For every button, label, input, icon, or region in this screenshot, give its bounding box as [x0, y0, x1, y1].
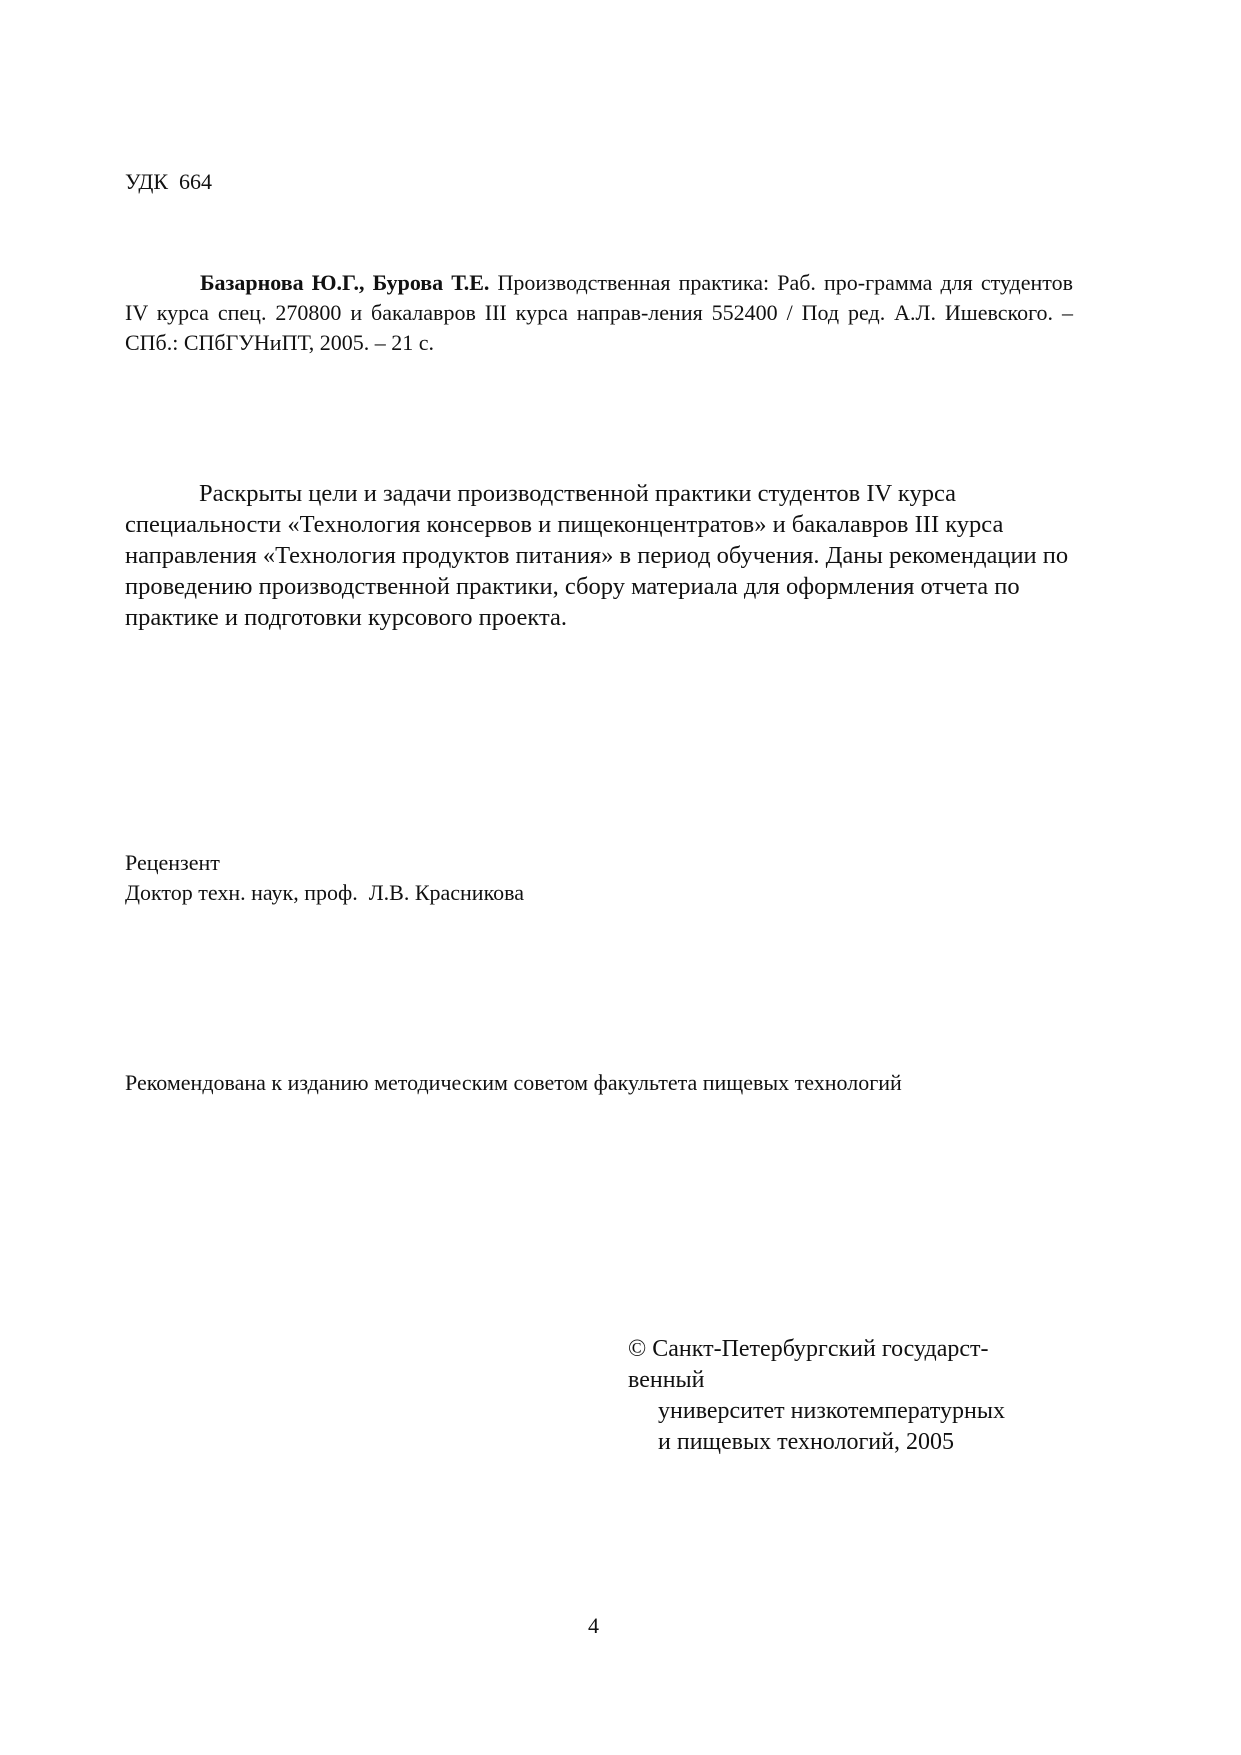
abstract-paragraph — [125, 478, 1073, 633]
copyright-line-3: университет низкотемпературных — [658, 1398, 1005, 1424]
page-number: 4 — [588, 1613, 599, 1638]
reviewer-name: Доктор техн. наук, проф. Л.В. Красникова — [125, 880, 525, 905]
copyright-line-4: и пищевых технологий, 2005 — [658, 1429, 954, 1455]
authors: Базарнова Ю.Г., Бурова Т.Е. — [200, 270, 490, 295]
reviewer-label: Рецензент — [125, 850, 220, 875]
copyright-line-2: венный — [628, 1367, 705, 1393]
bibliography-text: Производственная практика: Раб. про-грамма для студентов IV курса спец. 270800 и бакалавров III курса направ-ления 552400 / Под ред. А.Л. Ишевского. – СПб.: СПбГУНиПТ, 2005. – 21 с. — [125, 270, 1073, 355]
recommendation-note: Рекомендована к изданию методическим советом факультета пищевых технологий — [125, 1070, 902, 1095]
udk-code: УДК 664 — [125, 169, 213, 194]
reviewer-block — [125, 848, 524, 908]
bibliographic-description — [125, 268, 1073, 358]
abstract-text: Раскрыты цели и задачи производственной практики студентов IV курса специальности «Технология консервов и пищеконцентратов» и бакалавров III курса направления «Технология продуктов питания» в период обучения. Даны рекомендации по проведению производственной практики, сбору материала для оформления отчета по практике и подготовки курсового проекта. — [125, 480, 1069, 631]
copyright-block — [628, 1334, 1005, 1458]
copyright-line-1: © Санкт-Петербургский государст- — [628, 1336, 989, 1362]
